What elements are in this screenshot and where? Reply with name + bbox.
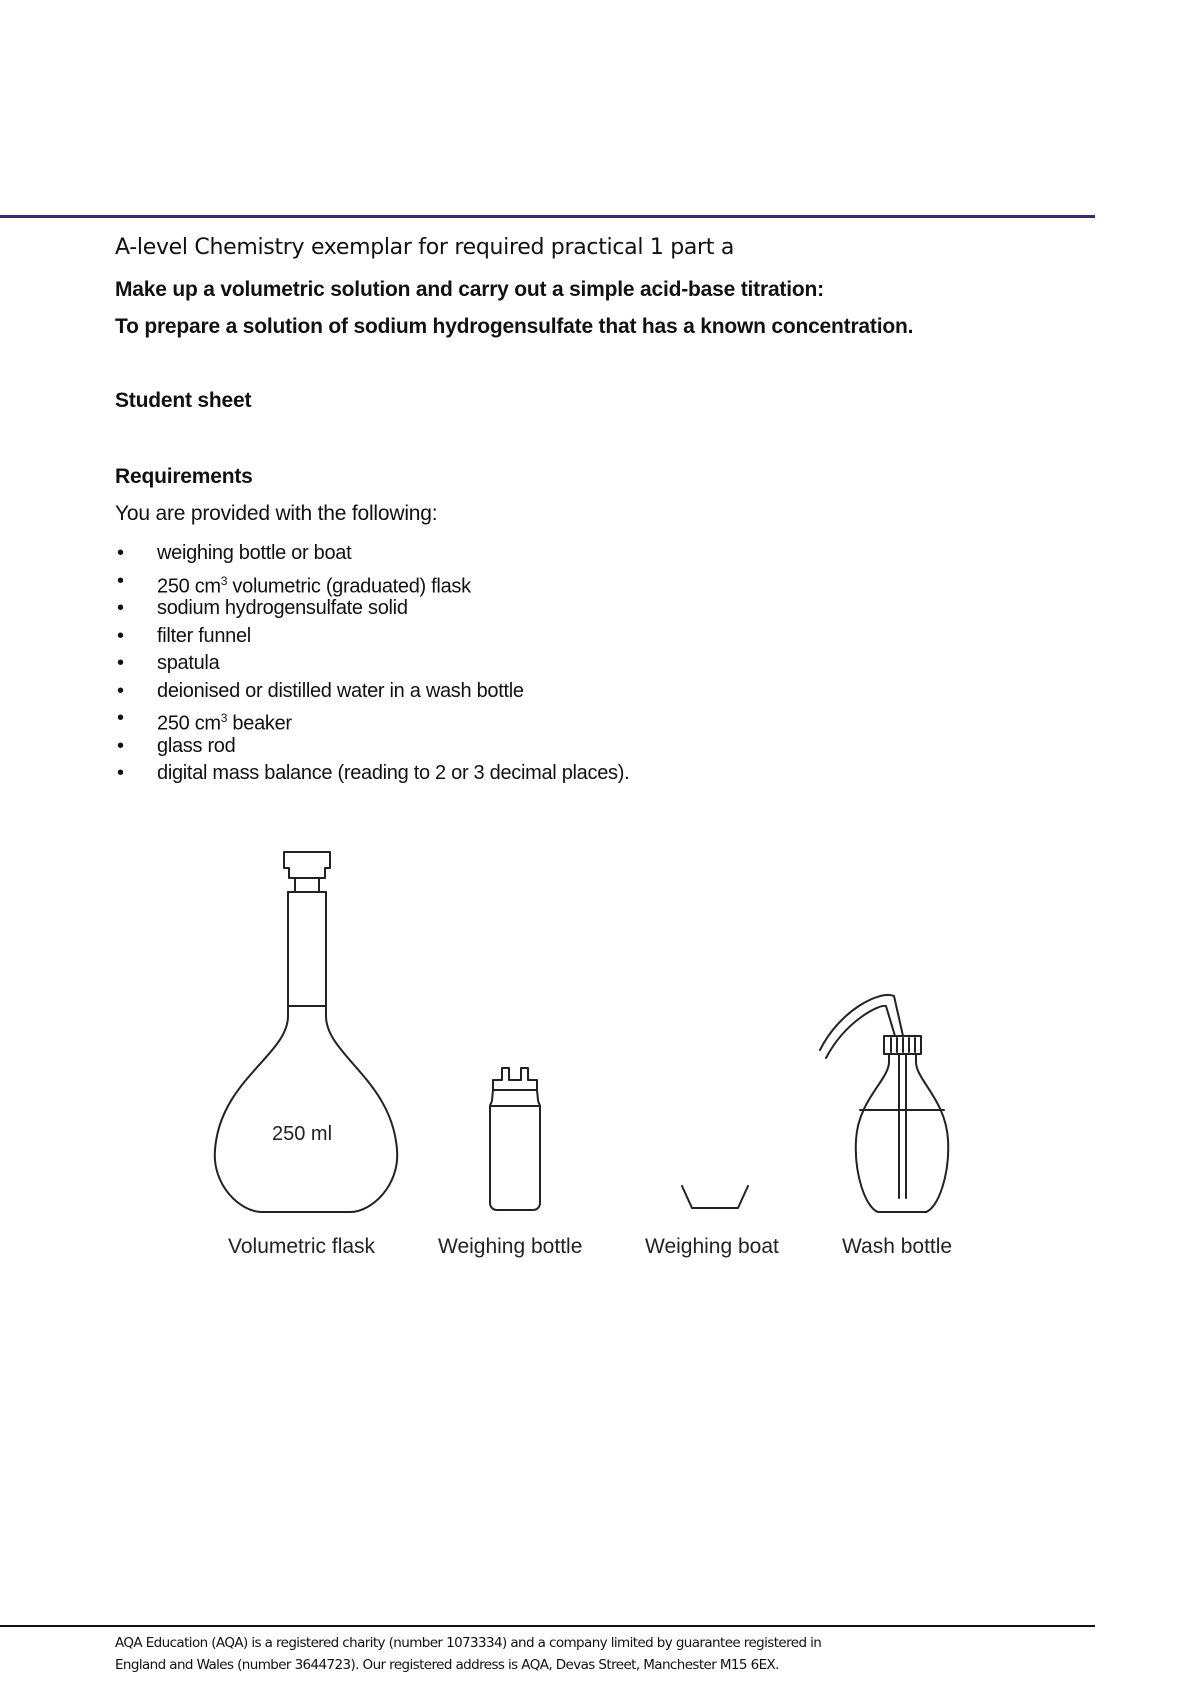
student-sheet-heading: Student sheet: [115, 389, 252, 412]
list-item: • 250 $cm^3$ beaker: [115, 705, 629, 733]
list-item: • deionised or distilled water in a wash bottle: [115, 678, 629, 706]
requirements-list: [115, 540, 629, 788]
footer-legal: [115, 1632, 821, 1676]
header-divider: [0, 215, 1095, 218]
requirements-intro: You are provided with the following:: [115, 502, 438, 525]
list-item: • weighing bottle or boat: [115, 540, 629, 568]
footer-divider: [0, 1625, 1095, 1627]
list-item: • spatula: [115, 650, 629, 678]
requirements-heading: Requirements: [115, 465, 253, 488]
list-item: • 250 $cm^3$ volumetric (graduated) flask: [115, 568, 629, 596]
practical-subtitle: Make up a volumetric solution and carry out a simple acid-base titration:: [115, 278, 824, 301]
list-item: • digital mass balance (reading to 2 or 3 decimal places).: [115, 760, 629, 788]
volumetric-flask-illustration: [215, 852, 397, 1212]
page-title: A-level Chemistry exemplar for required practical 1 part a: [115, 235, 735, 260]
caption-weighing-boat: Weighing boat: [645, 1235, 779, 1258]
practical-aim: To prepare a solution of sodium hydrogensulfate that has a known concentration.: [115, 315, 914, 338]
flask-volume-label: 250 ml: [272, 1123, 333, 1145]
list-item: • glass rod: [115, 733, 629, 761]
list-item: • filter funnel: [115, 623, 629, 651]
wash-bottle-illustration: [820, 995, 948, 1212]
caption-volumetric-flask: Volumetric flask: [228, 1235, 376, 1258]
caption-weighing-bottle: Weighing bottle: [438, 1235, 583, 1258]
weighing-bottle-illustration: [490, 1068, 540, 1210]
footer-line: AQA Education (AQA) is a registered charity (number 1073334) and a company limited by guarantee registered in: [115, 1635, 822, 1651]
caption-wash-bottle: Wash bottle: [842, 1235, 953, 1258]
list-item: • sodium hydrogensulfate solid: [115, 595, 629, 623]
apparatus-figure: [0, 840, 1200, 1280]
footer-line: England and Wales (number 3644723). Our registered address is AQA, Devas Street, Manchester M15 6EX.: [115, 1657, 779, 1673]
weighing-boat-illustration: [682, 1186, 748, 1208]
